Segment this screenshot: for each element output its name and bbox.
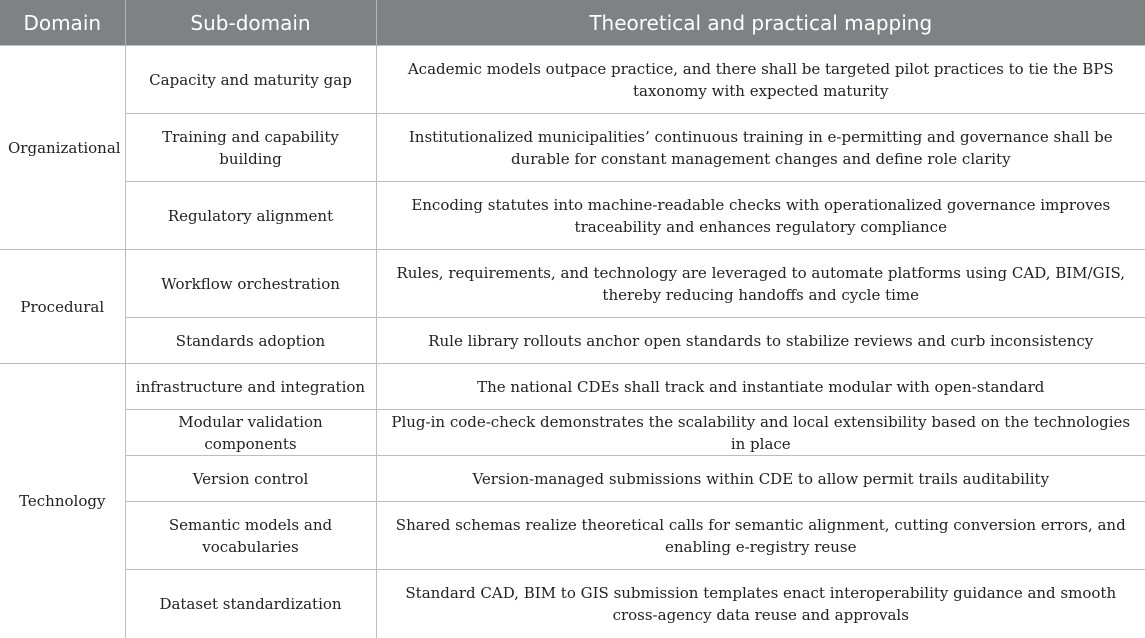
mapping-cell: Academic models outpace practice, and there shall be targeted pilot practices to tie the BPS taxonomy with expected maturity [376, 46, 1145, 114]
mapping-cell: Standard CAD, BIM to GIS submission templates enact interoperability guidance and smooth cross-agency data reuse and approvals [376, 570, 1145, 638]
mapping-cell: Plug-in code-check demonstrates the scalability and local extensibility based on the technologies in place [376, 410, 1145, 456]
domain-cell-procedural: Procedural [0, 250, 125, 364]
sub-domain-cell: Capacity and maturity gap [125, 46, 376, 114]
header-sub-domain: Sub-domain [125, 0, 376, 46]
domain-cell-organizational: Organizational [0, 46, 125, 250]
header-domain: Domain [0, 0, 125, 46]
table-row [0, 502, 1145, 570]
table-row [0, 364, 1145, 410]
mapping-cell: Rules, requirements, and technology are leveraged to automate platforms using CAD, BIM/GIS, thereby reducing handoffs and cycle time [376, 250, 1145, 318]
table-row [0, 182, 1145, 250]
sub-domain-cell: Modular validation components [125, 410, 376, 456]
sub-domain-cell: Version control [125, 456, 376, 502]
sub-domain-cell: Semantic models and vocabularies [125, 502, 376, 570]
table-row [0, 250, 1145, 318]
sub-domain-cell: Regulatory alignment [125, 182, 376, 250]
sub-domain-cell: Training and capability building [125, 114, 376, 182]
mapping-cell: Institutionalized municipalities’ continuous training in e-permitting and governance shall be durable for constant management changes and define role clarity [376, 114, 1145, 182]
table-row [0, 318, 1145, 364]
sub-domain-cell: Workflow orchestration [125, 250, 376, 318]
table-row [0, 46, 1145, 114]
table-row [0, 570, 1145, 638]
header-mapping: Theoretical and practical mapping [376, 0, 1145, 46]
table-body [0, 46, 1145, 638]
sub-domain-cell: infrastructure and integration [125, 364, 376, 410]
header-row [0, 0, 1145, 46]
mapping-cell: The national CDEs shall track and instantiate modular with open-standard [376, 364, 1145, 410]
mapping-cell: Encoding statutes into machine-readable checks with operationalized governance improves traceability and enhances regulatory compliance [376, 182, 1145, 250]
mapping-cell: Rule library rollouts anchor open standards to stabilize reviews and curb inconsistency [376, 318, 1145, 364]
sub-domain-cell: Standards adoption [125, 318, 376, 364]
table-row [0, 410, 1145, 456]
table-header [0, 0, 1145, 46]
table-row [0, 456, 1145, 502]
table-row [0, 114, 1145, 182]
domain-cell-technology: Technology [0, 364, 125, 638]
sub-domain-cell: Dataset standardization [125, 570, 376, 638]
mapping-cell: Version-managed submissions within CDE to allow permit trails auditability [376, 456, 1145, 502]
mapping-cell: Shared schemas realize theoretical calls for semantic alignment, cutting conversion errors, and enabling e-registry reuse [376, 502, 1145, 570]
